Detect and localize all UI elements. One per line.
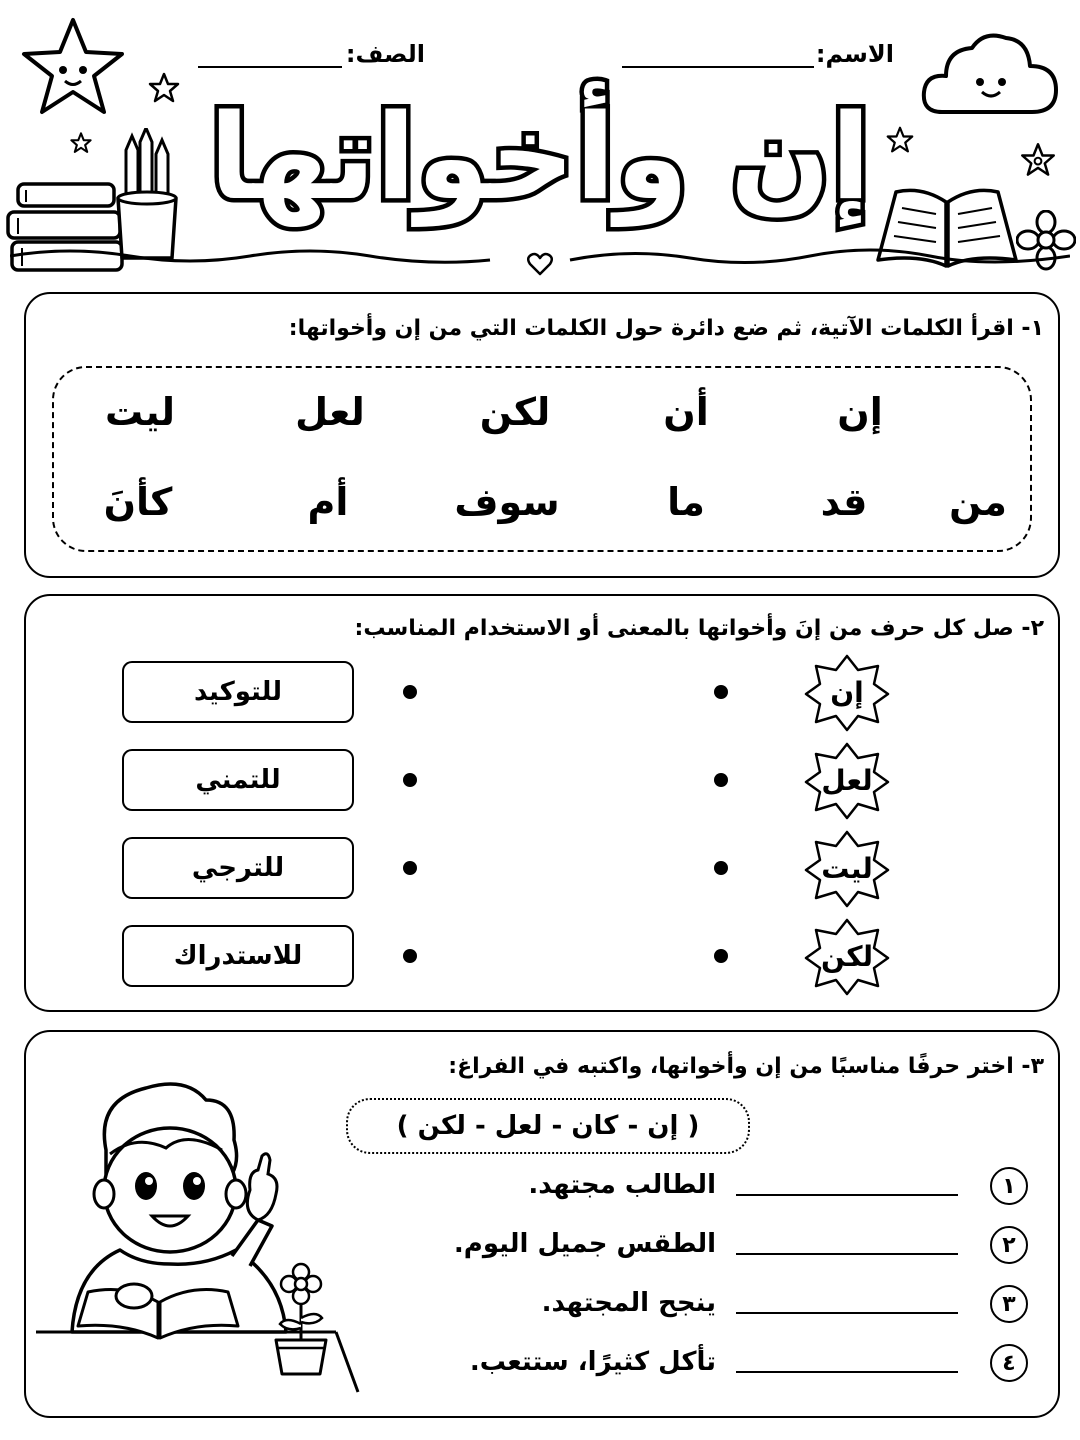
- class-blank-line[interactable]: [198, 66, 342, 68]
- sentence-text: ينجح المجتهد.: [541, 1288, 716, 1318]
- word-item[interactable]: أم: [307, 480, 349, 524]
- meaning-box: للترجي: [122, 837, 354, 899]
- particle-star: [802, 828, 892, 908]
- class-label: الصف:: [345, 40, 425, 68]
- particle-star: [802, 916, 892, 996]
- word-item[interactable]: أن: [663, 390, 709, 434]
- particle-label: إن: [830, 675, 864, 709]
- item-number: ٣: [990, 1285, 1028, 1323]
- particle-label: ليت: [821, 851, 873, 885]
- word-item[interactable]: لكن: [479, 390, 551, 434]
- match-dot-right[interactable]: [714, 861, 728, 875]
- particle-star: [802, 652, 892, 732]
- answer-blank[interactable]: [736, 1371, 958, 1373]
- answer-blank[interactable]: [736, 1312, 958, 1314]
- name-label: الاسم:: [815, 40, 894, 68]
- options-box: ( إن - كان - لعل - لكن ): [346, 1098, 750, 1154]
- word-item[interactable]: من: [949, 480, 1007, 524]
- sentence-text: الطالب مجتهد.: [528, 1170, 716, 1200]
- sentence-text: الطقس جميل اليوم.: [453, 1229, 716, 1259]
- match-dot-right[interactable]: [714, 685, 728, 699]
- name-blank-line[interactable]: [622, 66, 814, 68]
- word-item[interactable]: إن: [837, 390, 883, 434]
- question-1-prompt: ١- اقرأ الكلمات الآتية، ثم ضع دائرة حول الكلمات التي من إن وأخواتها:: [288, 316, 1044, 341]
- meaning-box: للتوكيد: [122, 661, 354, 723]
- meaning-box: للتمني: [122, 749, 354, 811]
- page-title: إن وأخواتها: [208, 88, 872, 226]
- meaning-box: للاستدراك: [122, 925, 354, 987]
- match-dot-right[interactable]: [714, 949, 728, 963]
- word-item[interactable]: ليت: [104, 390, 175, 434]
- word-item[interactable]: قد: [820, 480, 868, 524]
- match-dot-left[interactable]: [403, 773, 417, 787]
- answer-blank[interactable]: [736, 1194, 958, 1196]
- item-number: ٢: [990, 1226, 1028, 1264]
- question-3-prompt: ٣- اختر حرفًا مناسبًا من إن وأخواتها، واكتبه في الفراغ:: [448, 1054, 1044, 1079]
- flower-pot-icon: [266, 1262, 336, 1378]
- word-item[interactable]: سوف: [454, 480, 560, 524]
- item-number: ١: [990, 1167, 1028, 1205]
- match-dot-left[interactable]: [403, 685, 417, 699]
- heart-icon: [526, 252, 554, 276]
- word-item[interactable]: ما: [667, 480, 705, 524]
- particle-label: لكن: [821, 939, 873, 973]
- sentence-text: تأكل كثيرًا، ستتعب.: [469, 1347, 716, 1377]
- match-dot-left[interactable]: [403, 949, 417, 963]
- question-2-prompt: ٢- صل كل حرف من إنَ وأخواتها بالمعنى أو الاستخدام المناسب:: [354, 616, 1044, 641]
- word-item[interactable]: لعل: [295, 390, 365, 434]
- particle-star: [802, 740, 892, 820]
- match-dot-right[interactable]: [714, 773, 728, 787]
- match-dot-left[interactable]: [403, 861, 417, 875]
- answer-blank[interactable]: [736, 1253, 958, 1255]
- word-item[interactable]: كأنَ: [103, 480, 173, 524]
- item-number: ٤: [990, 1344, 1028, 1382]
- particle-label: لعل: [821, 763, 873, 797]
